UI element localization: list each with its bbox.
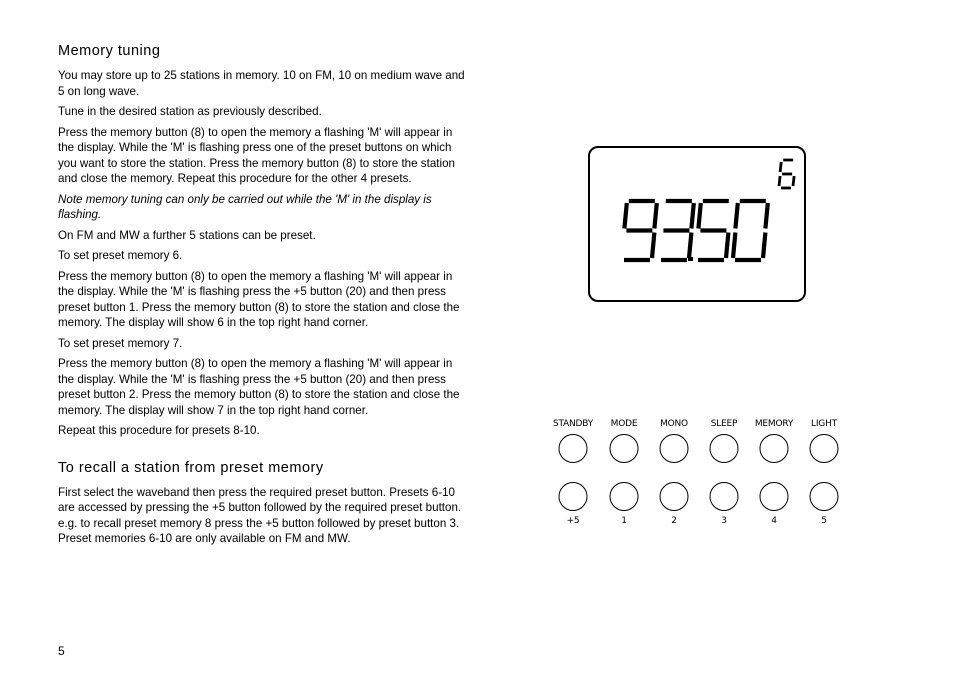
paragraph: You may store up to 25 stations in memory. 10 on FM, 10 on medium wave and 5 on long wave.: [58, 69, 465, 98]
paragraph: Press the memory button (8) to open the memory a flashing 'M' will appear in the display. While the 'M' is flashing press the +5 button (20) and then press preset button 2. Press the memory button (8) to store the station and close the memory. The display will show 7 in the top right hand corner.: [58, 357, 460, 417]
paragraph: On FM and MW a further 5 stations can be preset.: [58, 228, 316, 242]
preset-2-button[interactable]: [660, 482, 689, 511]
paragraph: Repeat this procedure for presets 8-10.: [58, 424, 260, 437]
plus5-label: +5: [566, 516, 580, 526]
paragraph: First select the waveband then press the required preset button. Presets 6-10 are accessed by pressing the +5 button followed by the required preset button. e.g. to recall preset memory 8 press the +5 button followed by preset button 3. Preset memories 6-10 are only available on FM and MW.: [58, 485, 462, 545]
preset-4-label: 4: [771, 516, 777, 526]
standby-button[interactable]: [559, 434, 588, 463]
preset-5-button[interactable]: [810, 482, 839, 511]
preset-5-label: 5: [821, 516, 827, 526]
lcd-preset-digit-seg-e: [779, 176, 780, 186]
paragraph: To set preset memory 6.: [58, 249, 183, 262]
sleep-label: SLEEP: [710, 419, 738, 429]
preset-1-label: 1: [621, 516, 627, 526]
paragraph: Tune in the desired station as previously described.: [58, 105, 322, 118]
button-panel: [548, 419, 848, 534]
paragraph: Press the memory button (8) to open the memory a flashing 'M' will appear in the display. While the 'M' is flashing press the +5 button (20) and then press preset button 1. Press the memory button (8) to store the station and close the memory. The display will show 6 in the top right hand corner.: [58, 269, 460, 329]
lcd-digit-seg-b: [654, 203, 656, 229]
preset-4-button[interactable]: [760, 482, 789, 511]
section-heading-recall: To recall a station from preset memory: [58, 459, 324, 476]
lcd-digit-seg-c: [652, 233, 654, 259]
preset-3-label: 3: [721, 516, 727, 526]
lcd-digit-seg-c: [726, 233, 728, 259]
lcd-digit-seg-c: [689, 233, 691, 259]
paragraph: Press the memory button (8) to open the memory a flashing 'M' will appear in the display. While the 'M' is flashing press one of the preset buttons on which you want to store the station. Press the memory button (8) to store the station and close the memory. Repeat this procedure for the other 4 presets.: [58, 125, 455, 185]
lcd-preset-digit-seg-c: [793, 176, 794, 186]
mono-label: MONO: [660, 419, 688, 429]
section-heading-memory-tuning: Memory tuning: [58, 43, 161, 59]
preset-3-button[interactable]: [710, 482, 739, 511]
paragraph: To set preset memory 7.: [58, 336, 183, 350]
lcd-digit-seg-e: [733, 233, 735, 259]
mode-label: MODE: [610, 419, 638, 429]
lcd-digit-seg-f: [698, 203, 700, 229]
plus5-button[interactable]: [559, 482, 588, 511]
standby-label: STANDBY: [552, 419, 594, 429]
lcd-preset-digit-seg-f: [780, 162, 781, 172]
note-paragraph: Note memory tuning can only be carried out while the 'M' in the display is flashing.: [58, 192, 432, 221]
lcd-digit-seg-b: [691, 203, 693, 229]
preset-2-label: 2: [671, 516, 677, 526]
text-column: [58, 43, 468, 552]
mono-button[interactable]: [660, 434, 689, 463]
page-number: 5: [58, 644, 65, 658]
lcd-digit-seg-b: [765, 203, 767, 229]
light-button[interactable]: [810, 434, 839, 463]
sleep-button[interactable]: [710, 434, 739, 463]
light-label: LIGHT: [811, 419, 837, 429]
preset-1-button[interactable]: [610, 482, 639, 511]
lcd-decimal-point: [688, 257, 693, 261]
lcd-segments: [590, 148, 804, 300]
lcd-digit-seg-f: [735, 203, 737, 229]
mode-button[interactable]: [610, 434, 639, 463]
memory-button[interactable]: [760, 434, 789, 463]
memory-label: MEMORY: [754, 419, 794, 429]
lcd-digit-seg-c: [763, 233, 765, 259]
lcd-display: [588, 146, 806, 302]
lcd-digit-seg-f: [624, 203, 626, 229]
